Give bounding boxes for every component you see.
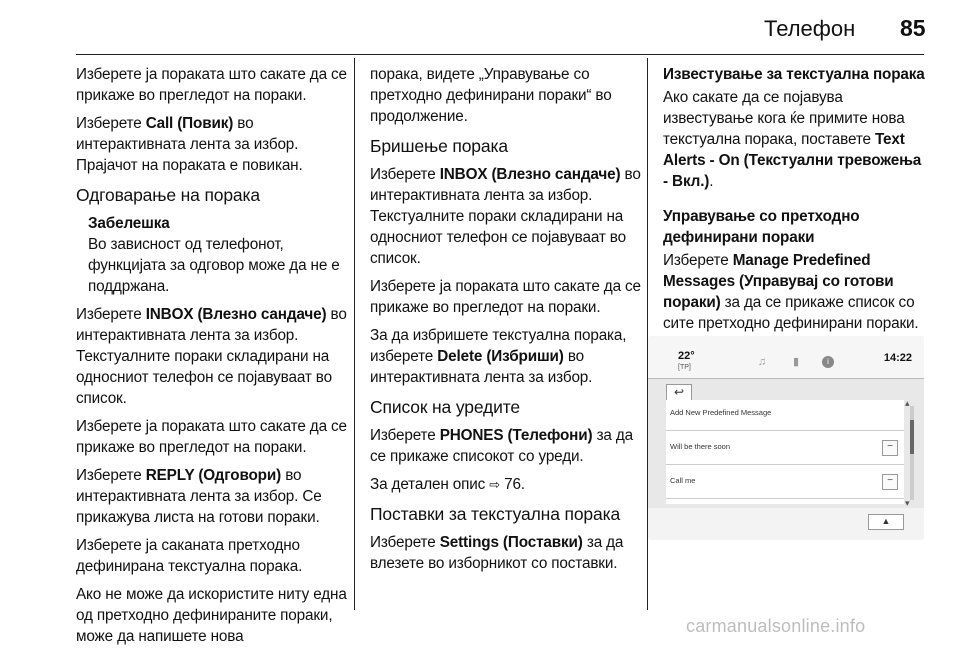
section-heading-devices: Список на уредите xyxy=(370,397,520,417)
list-item-label: Call me xyxy=(670,476,696,485)
info-icon: i xyxy=(822,356,834,368)
paragraph: Изберете INBOX (Влезно сандаче) во интерактивната лента за избор. Текстуалните пораки складирани на односниот телефон се појавуваат во список. xyxy=(76,306,347,407)
list-item[interactable] xyxy=(666,400,904,431)
header-rule xyxy=(76,54,924,55)
section-heading-delete: Бришење порака xyxy=(370,136,508,156)
paragraph: За да избришете текстуална порака, изберете Delete (Избриши) во интерактивната лента за избор. xyxy=(370,327,627,386)
delete-message-button[interactable]: − xyxy=(882,440,898,456)
list-item-label: Add New Predefined Message xyxy=(670,408,772,417)
paragraph: Изберете INBOX (Влезно сандаче) во интерактивната лента за избор. Текстуалните пораки складирани на односниот телефон се појавуваат во список. xyxy=(370,166,641,267)
delete-message-button[interactable]: − xyxy=(882,474,898,490)
paragraph: Изберете PHONES (Телефони) за да се прикаже списокот со уреди. xyxy=(370,427,634,465)
paragraph: Ако сакате да се појавува известување кога ќе примите нова текстуална порака, поставете Text Alerts - On (Текстуални тревожења - Вкл.). xyxy=(663,89,922,190)
column-1 xyxy=(76,64,350,654)
page-number: 85 xyxy=(900,15,926,41)
subheading-notification: Известување за текстуална порака xyxy=(663,66,925,83)
column-divider-1 xyxy=(354,58,355,610)
column-2 xyxy=(370,64,642,581)
column-3 xyxy=(663,64,927,341)
paragraph: Ако не може да искористите ниту една од претходно дефинираните пораки, може да напишете нова xyxy=(76,586,347,645)
screen-expand-button[interactable]: ▲ xyxy=(868,514,904,530)
screen-clock: 14:22 xyxy=(883,352,912,364)
paragraph: Изберете REPLY (Одговори) во интерактивната лента за избор. Се прикажува листа на готови пораки. xyxy=(76,467,322,526)
list-item[interactable] xyxy=(666,434,904,465)
paragraph: Изберете ја пораката што сакате да се прикаже во прегледот на пораки. xyxy=(76,418,347,456)
list-item[interactable] xyxy=(666,468,904,499)
scrollbar-thumb[interactable] xyxy=(910,420,914,454)
scroll-down-icon[interactable]: ▾ xyxy=(905,498,910,508)
paragraph: Изберете ја саканата претходно дефинирана текстуална порака. xyxy=(76,537,303,575)
screen-temperature: 22° xyxy=(678,350,695,362)
note-body: Во зависност од телефонот, функцијата за одговор може да не е поддржана. xyxy=(88,236,340,295)
paragraph: Изберете Manage Predefined Messages (Управувај со готови пораки) за да се прикаже список со сите претходно дефинирани пораки. xyxy=(663,252,919,332)
section-heading-settings: Поставки за текстуална порака xyxy=(370,504,621,524)
note-box xyxy=(88,213,350,297)
paragraph: Изберете Call (Повик) во интерактивната лента за избор. Прајачот на пораката е повикан. xyxy=(76,115,303,174)
list-item-label: Will be there soon xyxy=(670,442,731,451)
predefined-message-list xyxy=(666,400,904,504)
section-heading-reply: Одговарање на порака xyxy=(76,185,260,205)
paragraph: порака, видете „Управување со претходно дефинирани пораки“ во продолжение. xyxy=(370,66,612,125)
screen-tp-indicator: [TP] xyxy=(678,364,691,371)
paragraph: Изберете Settings (Поставки) за да влезете во изборникот со поставки. xyxy=(370,534,624,572)
scroll-up-icon[interactable]: ▴ xyxy=(905,398,910,408)
screen-back-button[interactable]: ↩ xyxy=(666,384,692,402)
paragraph: Изберете ја пораката што сакате да се прикаже во прегледот на пораки. xyxy=(76,66,347,104)
music-icon: ♫ xyxy=(757,356,767,368)
watermark: carmanualsonline.info xyxy=(686,616,866,636)
paragraph: Изберете ја пораката што сакате да се прикаже во прегледот на пораки. xyxy=(370,278,641,316)
paragraph: За детален опис ⇨ 76. xyxy=(370,476,525,493)
page-header-title: Телефон xyxy=(764,16,856,41)
infotainment-screen-image xyxy=(648,336,924,540)
phone-icon: ▮ xyxy=(792,356,800,368)
note-heading: Забелешка xyxy=(88,215,170,232)
subheading-manage: Управување со претходно дефинирани пораки xyxy=(663,208,860,246)
page-ref-arrow-icon: ⇨ xyxy=(489,477,500,492)
